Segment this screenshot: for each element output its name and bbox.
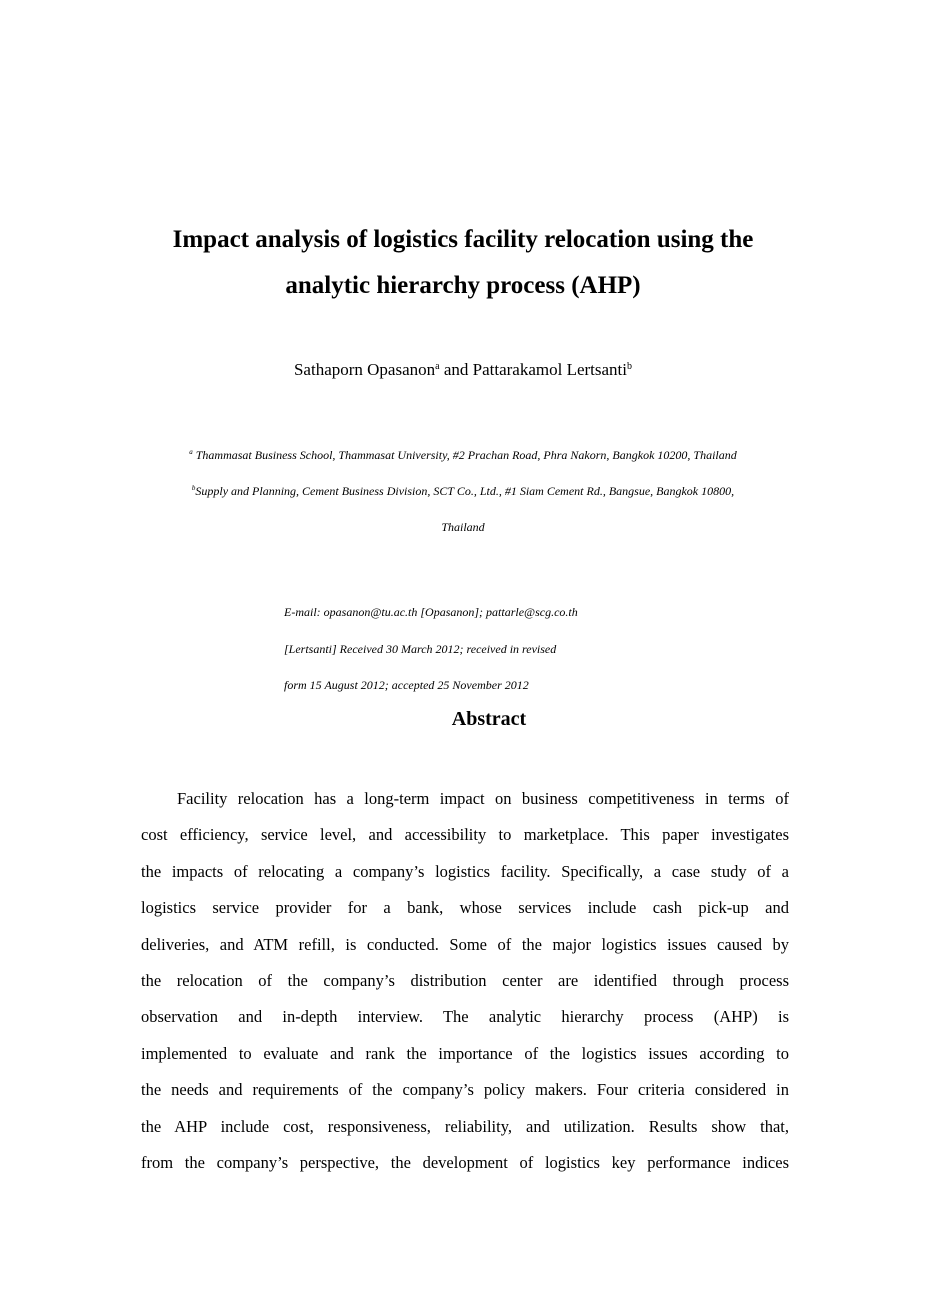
title-line-1: Impact analysis of logistics facility relocation using the	[172, 226, 754, 253]
author-list	[100, 358, 826, 382]
abstract-line: cost efficiency, service level, and accessibility to marketplace. This paper investigates	[141, 825, 789, 845]
abstract-body	[141, 781, 789, 1181]
affiliation-a-text: Thammasat Business School, Thammasat University, #2 Prachan Road, Phra Nakorn, Bangkok 10200, Thailand	[192, 448, 737, 462]
abstract-line: Facility relocation has a long-term impact on business competitiveness in terms of	[177, 789, 789, 808]
affiliation-b-text-line-1: Supply and Planning, Cement Business Division, SCT Co., Ltd., #1 Siam Cement Rd., Bangsue, Bangkok 10800,	[195, 484, 735, 498]
author-1-affil-marker: a	[435, 361, 440, 372]
author-conjunction: and	[439, 360, 473, 379]
abstract-heading: Abstract	[451, 708, 527, 730]
affiliation-a-marker: a	[189, 448, 193, 456]
author-2-name: Pattarakamol Lertsanti	[472, 360, 628, 379]
abstract-line: implemented to evaluate and rank the importance of the logistics issues according to	[141, 1043, 789, 1063]
author-2-affil-marker: b	[627, 361, 633, 372]
author-1-name: Sathaporn Opasanon	[293, 360, 436, 379]
title-line-2: analytic hierarchy process (AHP)	[285, 272, 641, 299]
contact-email-line: E-mail: opasanon@tu.ac.th [Opasanon]; pattarle@scg.co.th	[284, 605, 578, 619]
abstract-line: the relocation of the company’s distribution center are identified through process	[141, 971, 789, 991]
accepted-date-line: form 15 August 2012; accepted 25 November 2012	[284, 678, 529, 692]
paper-title	[100, 217, 826, 309]
abstract-line: observation and in-depth interview. The analytic hierarchy process (AHP) is	[141, 1007, 789, 1027]
abstract-line: from the company’s perspective, the development of logistics key performance indices	[141, 1153, 789, 1173]
abstract-line: the AHP include cost, responsiveness, reliability, and utilization. Results show that,	[141, 1116, 789, 1136]
received-date-line: [Lertsanti] Received 30 March 2012; received in revised	[284, 642, 557, 656]
affiliation-b-marker: b	[191, 484, 196, 492]
abstract-line: logistics service provider for a bank, whose services include cash pick-up and	[141, 898, 789, 918]
affiliation-b-line-2: Thailand	[441, 520, 485, 534]
affiliation-a	[100, 446, 826, 464]
affiliation-b	[100, 482, 826, 500]
abstract-line: the needs and requirements of the company’s policy makers. Four criteria considered in	[141, 1080, 789, 1100]
abstract-line: the impacts of relocating a company’s logistics facility. Specifically, a case study of a	[141, 861, 789, 881]
abstract-line: deliveries, and ATM refill, is conducted. Some of the major logistics issues caused by	[141, 934, 789, 954]
